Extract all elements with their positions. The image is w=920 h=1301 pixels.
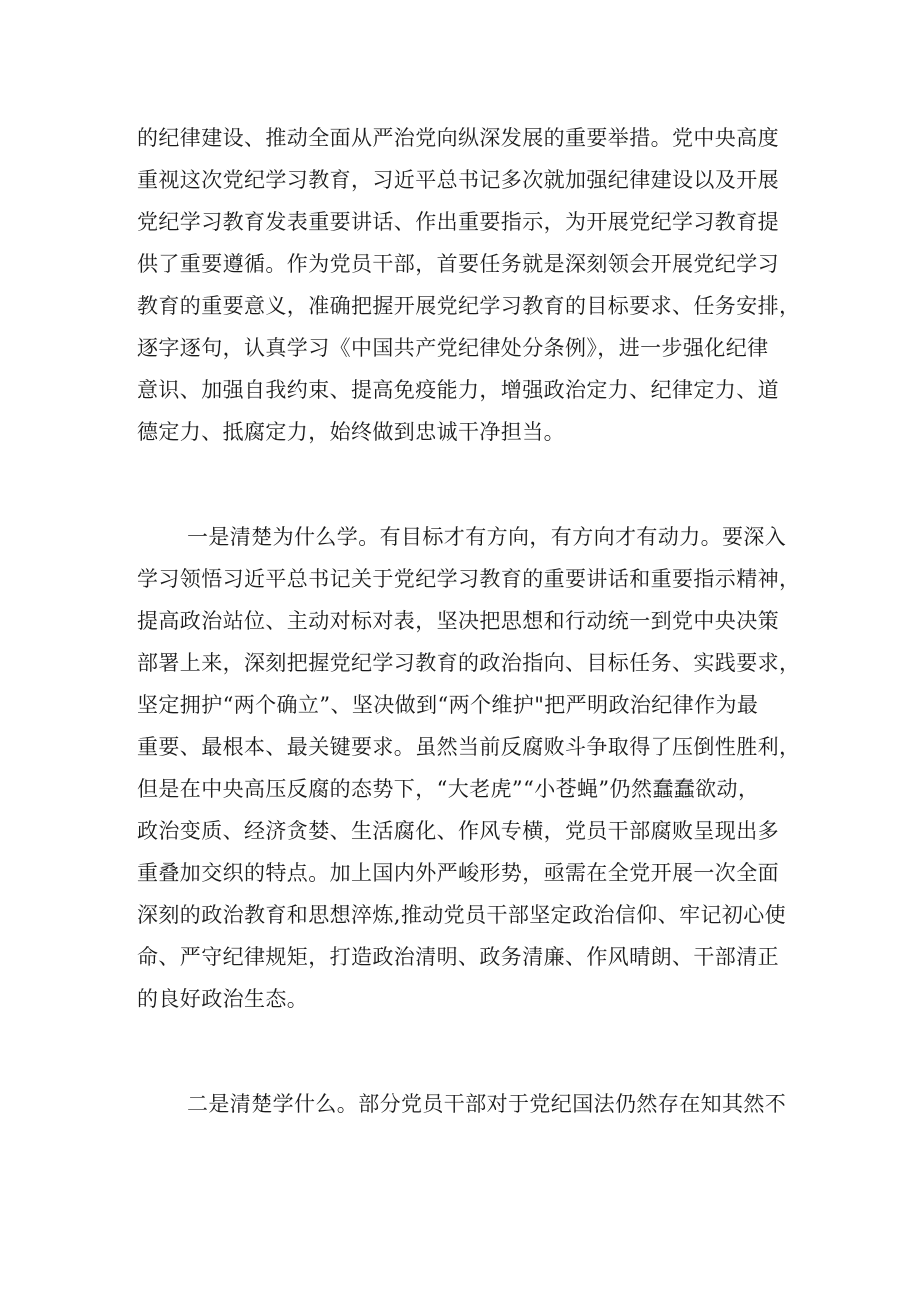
text-line: 政治变质、经济贪婪、生活腐化、作风专横，党员干部腐败呈现出多 (137, 819, 779, 843)
text-line: 逐字逐句，认真学习《中国共产党纪律处分条例》，进一步强化纪律 (137, 336, 769, 360)
text-line: 提高政治站位、主动对标对表，坚决把思想和行动统一到党中央决策 (137, 609, 779, 633)
text-line: 部署上来，深刻把握党纪学习教育的政治指向、目标任务、实践要求， (137, 651, 801, 675)
text-line: 教育的重要意义，准确把握开展党纪学习教育的目标要求、任务安排， (137, 294, 801, 318)
text-line: 的良好政治生态。 (137, 987, 309, 1011)
text-line: 的纪律建设、推动全面从严治党向纵深发展的重要举措。党中央高度 (137, 126, 779, 150)
text-line: 一是清楚为什么学。有目标才有方向，有方向才有动力。要深入 (187, 525, 787, 549)
text-line: 学习领悟习近平总书记关于党纪学习教育的重要讲话和重要指示精神， (137, 567, 801, 591)
text-line: 深刻的政治教育和思想淬炼,推动党员干部坚定政治信仰、牢记初心使 (137, 903, 787, 927)
text-line: 但是在中央高压反腐的态势下，“大老虎”“小苍蝇”仍然蠢蠢欲动， (137, 777, 760, 801)
text-line: 重要、最根本、最关键要求。虽然当前反腐败斗争取得了压倒性胜利， (137, 735, 801, 759)
text-line: 意识、加强自我约束、提高免疫能力，增强政治定力、纪律定力、道 (137, 378, 779, 402)
text-line: 供了重要遵循。作为党员干部，首要任务就是深刻领会开展党纪学习 (137, 252, 779, 276)
text-line: 党纪学习教育发表重要讲话、作出重要指示，为开展党纪学习教育提 (137, 210, 779, 234)
text-line: 重叠加交织的特点。加上国内外严峻形势，亟需在全党开展一次全面 (137, 861, 779, 885)
text-line: 二是清楚学什么。部分党员干部对于党纪国法仍然存在知其然不 (187, 1092, 787, 1116)
text-line: 重视这次党纪学习教育，习近平总书记多次就加强纪律建设以及开展 (137, 168, 779, 192)
text-line: 命、严守纪律规矩，打造政治清明、政务清廉、作风晴朗、干部清正 (137, 945, 779, 969)
text-line: 坚定拥护“两个确立”、坚决做到“两个维护"把严明政治纪律作为最 (137, 693, 759, 717)
text-line: 德定力、抵腐定力，始终做到忠诚干净担当。 (137, 420, 565, 444)
